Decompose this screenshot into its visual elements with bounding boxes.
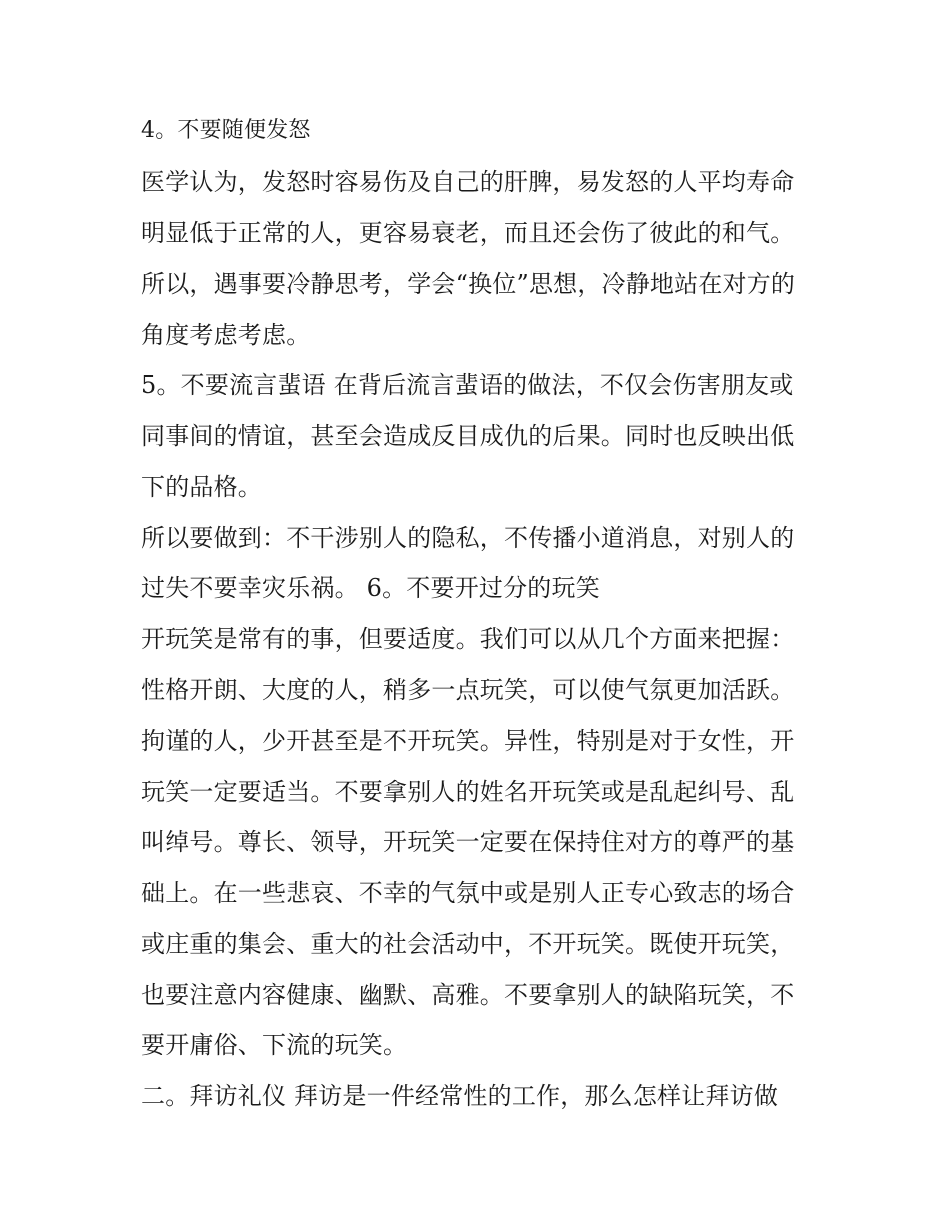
text-line: 角度考虑考虑。 xyxy=(141,321,311,349)
text-line: 玩笑一定要适当。不要拿别人的姓名开玩笑或是乱起纠号、乱 xyxy=(141,778,795,806)
text-line: 要开庸俗、下流的玩笑。 xyxy=(141,1031,408,1059)
text-line: 开玩笑是常有的事，但要适度。我们可以从几个方面来把握： xyxy=(141,625,795,653)
text-line: 或庄重的集会、重大的社会活动中，不开玩笑。既使开玩笑， xyxy=(141,930,795,958)
text-line: 医学认为，发怒时容易伤及自己的肝脾，易发怒的人平均寿命 xyxy=(141,168,795,196)
text-line: 所以要做到：不干涉别人的隐私，不传播小道消息，对别人的 xyxy=(141,524,795,552)
text-line: 也要注意内容健康、幽默、高雅。不要拿别人的缺陷玩笑，不 xyxy=(141,981,795,1009)
section-heading-4: 4。不要随便发怒 xyxy=(141,118,311,143)
text-line: 拘谨的人，少开甚至是不开玩笑。异性，特别是对于女性，开 xyxy=(141,727,795,755)
text-line: 过失不要幸灾乐祸。 6。不要开过分的玩笑 xyxy=(141,574,600,602)
text-line: 5。不要流言蜚语 在背后流言蜚语的做法，不仅会伤害朋友或 xyxy=(141,371,794,399)
text-line: 二。拜访礼仪 拜访是一件经常性的工作，那么怎样让拜访做 xyxy=(141,1082,779,1110)
text-line: 叫绰号。尊长、领导，开玩笑一定要在保持住对方的尊严的基 xyxy=(141,828,795,856)
text-line: 明显低于正常的人，更容易衰老，而且还会伤了彼此的和气。 xyxy=(141,219,795,247)
text-line: 础上。在一些悲哀、不幸的气氛中或是别人正专心致志的场合 xyxy=(141,879,795,907)
text-line: 同事间的情谊，甚至会造成反目成仇的后果。同时也反映出低 xyxy=(141,422,795,450)
text-line: 下的品格。 xyxy=(141,473,262,501)
text-line: 所以，遇事要冷静思考，学会“换位”思想，冷静地站在对方的 xyxy=(141,270,796,298)
text-line: 性格开朗、大度的人，稍多一点玩笑，可以使气氛更加活跃。 xyxy=(141,676,795,704)
